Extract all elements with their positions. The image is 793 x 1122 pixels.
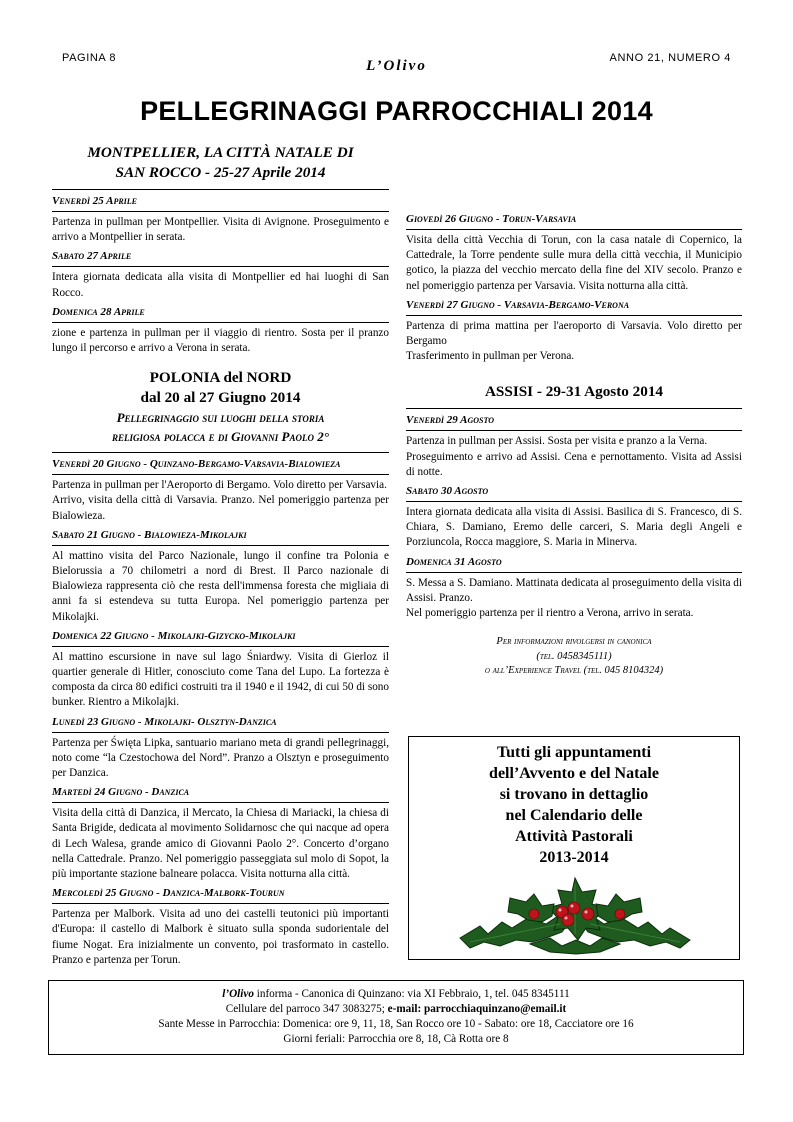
holly-berry <box>568 902 580 914</box>
holly-berry <box>582 908 594 920</box>
day-heading: Sabato 27 Aprile <box>52 250 132 263</box>
day-heading: Venerdì 25 Aprile <box>52 195 137 207</box>
day-text: Visita della città di Danzica, il Mercato, la Chiesa di Mariacki, la chiesa di Santa Brigide, dedicata al movimento Solidarnosc che qui nacque ad opera di Lech Walesa, grande amico di Giovanni Paolo 2°. Concerto d’organo nella Cattedrale. Pranzo. Nel pomeriggio passeggiata sul molo di Sopot, la più importante stazione balneare polacca. Visita notturna alla città. <box>52 807 389 881</box>
montpellier-title-line1: MONTPELLIER, LA CITTÀ NATALE DI <box>87 144 354 161</box>
day-heading: Mercoledì 25 Giugno - Danzica-Malbork-Tourun <box>52 887 285 900</box>
montpellier-section <box>52 143 389 356</box>
polonia-subtitle-line1: Pellegrinaggio sui luoghi della storia <box>116 410 325 426</box>
holly-berry <box>562 914 574 926</box>
right-column <box>406 143 742 679</box>
divider <box>406 572 742 573</box>
contact-footer <box>48 980 744 1055</box>
day-heading: Martedì 24 Giugno - Danzica <box>52 786 190 799</box>
day-heading: Domenica 31 Agosto <box>406 555 502 568</box>
divider <box>406 501 742 502</box>
day-text: Al mattino escursione in nave sul lago Śniardwy. Visita di Gierloz il quartier generale di Hitler, conosciuto come Tana del Lupo. La fortezza è composta da circa 80 edifici costruiti tra il 1940 e il 1942, di cui 50 di sono bunker. Rientro a Mikolajki. <box>52 650 389 709</box>
day-text: Visita della città Vecchia di Torun, con la casa natale di Copernico, la Cattedrale, la Torre pendente sulle mura della città vecchia, il Municipio gotico, la piazza del vecchio mercato della fine del XIV secolo. Pranzo e nel pomeriggio partenza per Varsavia. Visita notturna alla città. <box>406 234 742 292</box>
notice-line: Attività Pastorali <box>515 828 633 845</box>
footer-email[interactable]: e-mail: parrocchiaquinzano@email.it <box>387 1003 567 1015</box>
polonia-section <box>52 368 389 968</box>
day-heading: Venerdì 29 Agosto <box>406 414 494 427</box>
day-text: Intera giornata dedicata alla visita di Assisi. Basilica di S. Francesco, di S. Chiara, S. Damiano, Eremo delle carceri, S. Maria degli Angeli e Porziuncola, Rocca maggiore, S. Maria in Minerva. <box>406 506 742 549</box>
notice-line: si trovano in dettaglio <box>499 786 649 803</box>
divider <box>406 229 742 230</box>
day-text: zione e partenza in pullman per il viaggio di rientro. Sosta per il pranzo lungo il percorso e arrivo a Verona in serata. <box>52 326 389 355</box>
day-heading: Lunedì 23 Giugno - Mikolajki- Olsztyn-Danzica <box>52 715 277 728</box>
divider <box>406 315 742 316</box>
info-line: Per informazioni rivolgersi in canonica <box>496 636 652 648</box>
divider <box>406 430 742 431</box>
day-text: Partenza in pullman per Montpellier. Visita di Avignone. Proseguimento e arrivo a Montpellier in serata. <box>52 216 389 244</box>
page-title: PELLEGRINAGGI PARROCCHIALI 2014 <box>140 96 653 126</box>
day-text: Intera giornata dedicata alla visita di Montpellier ed hai luoghi di San Rocco. <box>52 271 389 299</box>
day-text: Partenza in pullman per Assisi. Sosta per visita e pranzo a la Verna. <box>406 435 708 448</box>
left-column <box>52 143 389 968</box>
footer-address: informa - Canonica di Quinzano: via XI Febbraio, 1, tel. 045 8345111 <box>253 988 570 1000</box>
polonia-title-line2: dal 20 al 27 Giugno 2014 <box>140 389 301 407</box>
divider <box>52 189 389 190</box>
day-text: Nel pomeriggio partenza per il rientro a Verona, arrivo in serata. <box>406 607 694 620</box>
footer-line-1 <box>49 987 743 1002</box>
masthead: L’Olivo <box>366 58 427 74</box>
notice-line: 2013-2014 <box>539 849 609 866</box>
divider <box>52 452 389 453</box>
holly-berry <box>615 909 625 919</box>
day-text: Proseguimento e arrivo ad Assisi. Cena e pernottamento. Visita ad Assisi di notte. <box>406 450 742 478</box>
day-text: Partenza per Święta Lipka, santuario mariano meta di grandi pellegrinaggi, noto come “la Czestochowa del Nord”. Pranzo a Olsztyn e proseguimento per Danzica. <box>52 736 389 780</box>
day-heading: Venerdì 27 Giugno - Varsavia-Bergamo-Verona <box>406 298 630 311</box>
polonia-subtitle-line2: religiosa polacca e di Giovanni Paolo 2° <box>112 429 329 445</box>
polonia-title-line1: POLONIA del NORD <box>149 369 292 387</box>
day-heading: Domenica 22 Giugno - Mikolajki-Gizycko-Mikolajki <box>52 629 296 642</box>
montpellier-title-line2: SAN ROCCO - 25-27 Aprile 2014 <box>115 164 326 181</box>
issue-number: ANNO 21, NUMERO 4 <box>609 52 731 64</box>
divider <box>52 903 389 904</box>
info-agency: o all’Experience Travel (tel. 045 8104324) <box>484 665 664 677</box>
notice-line: nel Calendario delle <box>505 807 643 824</box>
day-text: Partenza in pullman per l'Aeroporto di Bergamo. Volo diretto per Varsavia. <box>52 479 387 492</box>
day-text: Trasferimento in pullman per Verona. <box>406 350 575 363</box>
divider <box>52 474 389 475</box>
day-text: Arrivo, visita della città di Varsavia. Pranzo. Nel pomeriggio partenza per Bialowieza. <box>52 494 389 522</box>
divider <box>52 211 389 212</box>
day-heading: Giovedì 26 Giugno - Torun-Varsavia <box>406 213 577 225</box>
advent-notice-text <box>409 742 739 868</box>
holly-illustration <box>450 868 700 956</box>
day-text: Al mattino visita del Parco Nazionale, lungo il confine tra Polonia e Bielorussia a 70 chilometri a nord di Brest. Il Parco nazionale di Bialowieza rappresenta ciò che resta dell'immensa foresta che migliaia di anni fa si estendeva su tutta Europa. Nel pomeriggio partenza per Mikolajki. <box>52 549 389 623</box>
footer-brand: l’Olivo <box>222 988 254 1000</box>
footer-phone: Cellulare del parroco 347 3083275; <box>225 1003 388 1015</box>
day-heading: Sabato 21 Giugno - Bialowieza-Mikolajki <box>52 528 247 541</box>
page-number: PAGINA 8 <box>62 52 117 64</box>
day-heading: Domenica 28 Aprile <box>52 305 145 318</box>
notice-line: Tutti gli appuntamenti <box>496 744 652 761</box>
footer-line-2 <box>49 1002 743 1017</box>
divider <box>52 646 389 647</box>
footer-mass-times: Sante Messe in Parrocchia: Domenica: ore 9, 11, 18, San Rocco ore 10 - Sabato: ore 18, Cacciatore ore 16 <box>158 1018 634 1030</box>
divider <box>52 322 389 323</box>
divider <box>52 545 389 546</box>
day-text: S. Messa a S. Damiano. Mattinata dedicata al proseguimento della visita di Assisi. Pranzo. <box>406 576 742 604</box>
day-text: Partenza per Malbork. Visita ad uno dei castelli teutonici più importanti d'Europa: il castello di Malbork è situato sulla sponda sudorientale del fiume Nogat. Era inizialmente un convento, poi trasformato in castello. Pranzo e partenza per Torun. <box>52 908 389 966</box>
notice-line: dell’Avvento e del Natale <box>489 765 659 782</box>
footer-weekday-times: Giorni feriali: Parrocchia ore 8, 18, Cà Rotta ore 8 <box>283 1033 509 1045</box>
assisi-title: ASSISI - 29-31 Agosto 2014 <box>484 383 664 401</box>
divider <box>52 802 389 803</box>
divider <box>52 732 389 733</box>
divider <box>406 408 742 409</box>
holly-berry <box>529 909 539 919</box>
day-text: Partenza di prima mattina per l'aeroporto di Varsavia. Volo diretto per Bergamo <box>406 319 742 348</box>
day-heading: Venerdì 20 Giugno - Quinzano-Bergamo-Varsavia-Bialowieza <box>52 458 341 471</box>
divider <box>52 266 389 267</box>
holly-leaf <box>530 938 620 954</box>
day-heading: Sabato 30 Agosto <box>406 485 489 498</box>
info-phone: (tel. 0458345111) <box>536 650 612 662</box>
info-block <box>406 635 742 679</box>
